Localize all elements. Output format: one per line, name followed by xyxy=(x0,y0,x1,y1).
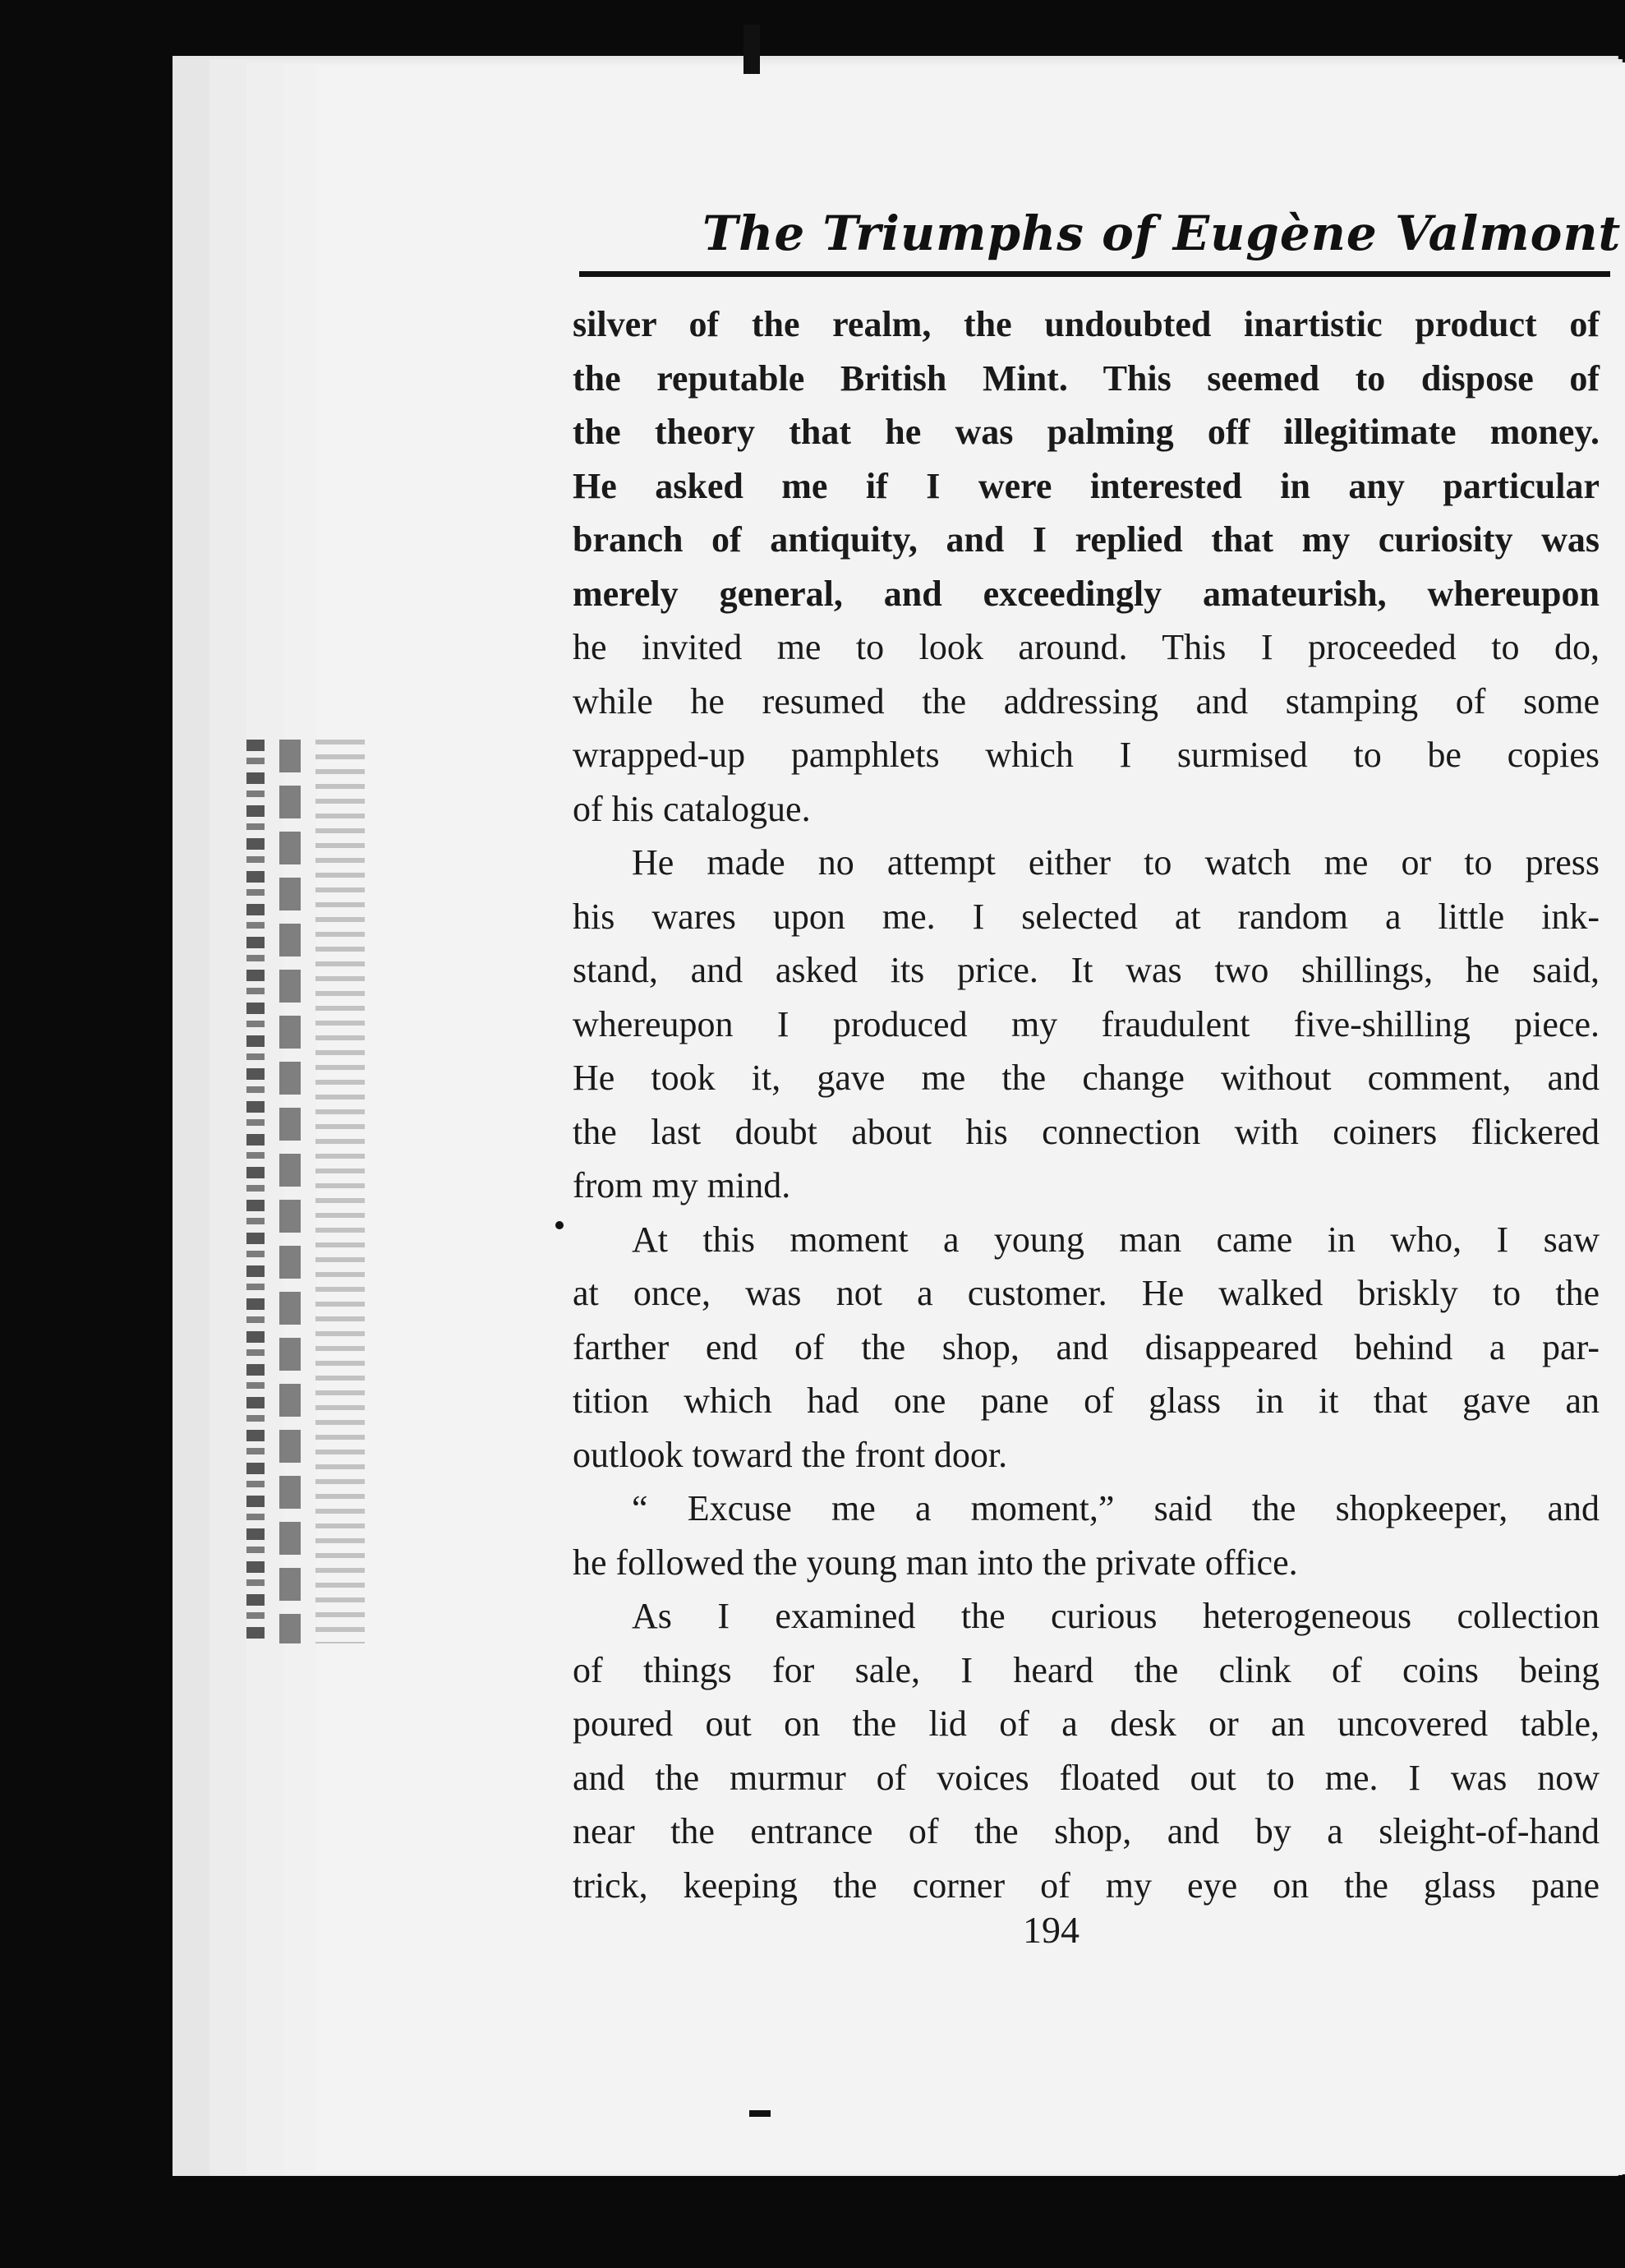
text-line: of his catalogue. xyxy=(573,788,811,829)
text-line: and the murmur of voices floated out to me. I was now xyxy=(573,1757,1600,1798)
text-line: branch of antiquity, and I replied that my curiosity was xyxy=(573,519,1600,560)
page-number: 194 xyxy=(1023,1909,1079,1951)
text-line: He made no attempt either to watch me or to press xyxy=(632,842,1600,883)
text-line: his wares upon me. I selected at random a little ink- xyxy=(573,896,1600,937)
text-line: poured out on the lid of a desk or an uncovered table, xyxy=(573,1703,1600,1744)
body-text xyxy=(573,297,1600,1912)
text-line: whereupon I produced my fraudulent five-shilling piece. xyxy=(573,1003,1600,1044)
text-line: stand, and asked its price. It was two shillings, he said, xyxy=(573,950,1600,990)
text-line: He took it, gave me the change without comment, and xyxy=(573,1058,1600,1098)
text-line: he invited me to look around. This I proceeded to do, xyxy=(573,627,1600,667)
text-line: He asked me if I were interested in any particular xyxy=(573,465,1600,506)
text-line: the last doubt about his connection with coiners flickered xyxy=(573,1111,1600,1152)
text-line: while he resumed the addressing and stamping of some xyxy=(573,680,1600,721)
bleed-through-text xyxy=(246,740,411,1643)
text-line: of things for sale, I heard the clink of coins being xyxy=(573,1649,1600,1690)
header-rule xyxy=(579,271,1610,277)
scan-speck xyxy=(743,25,760,74)
text-line: he followed the young man into the private office. xyxy=(573,1542,1298,1583)
text-line: outlook toward the front door. xyxy=(573,1434,1008,1475)
text-line: the theory that he was palming off illegitimate money. xyxy=(573,412,1600,452)
text-line: merely general, and exceedingly amateurish, whereupon xyxy=(573,573,1600,614)
text-line: wrapped-up pamphlets which I surmised to be copies xyxy=(573,735,1600,775)
text-line: at once, was not a customer. He walked briskly to the xyxy=(573,1273,1600,1313)
text-line: farther end of the shop, and disappeared behind a par- xyxy=(573,1326,1600,1367)
scan-speck xyxy=(749,2110,771,2117)
text-line: the reputable British Mint. This seemed to dispose of xyxy=(573,357,1600,399)
margin-mark xyxy=(555,1221,564,1229)
text-line: “ Excuse me a moment,” said the shopkeeper, and xyxy=(632,1488,1600,1528)
text-line: trick, keeping the corner of my eye on the glass pane xyxy=(573,1865,1600,1906)
text-line: As I examined the curious heterogeneous collection xyxy=(632,1596,1600,1636)
running-header-title: The Triumphs of Eugène Valmont xyxy=(702,205,1622,261)
text-line: At this moment a young man came in who, I saw xyxy=(632,1219,1600,1260)
text-line: silver of the realm, the undoubted inartistic product of xyxy=(573,304,1600,344)
running-header xyxy=(579,191,1622,281)
text-line: near the entrance of the shop, and by a sleight-of-hand xyxy=(573,1811,1600,1851)
text-line: tition which had one pane of glass in it that gave an xyxy=(573,1381,1600,1421)
text-line: from my mind. xyxy=(573,1165,791,1205)
